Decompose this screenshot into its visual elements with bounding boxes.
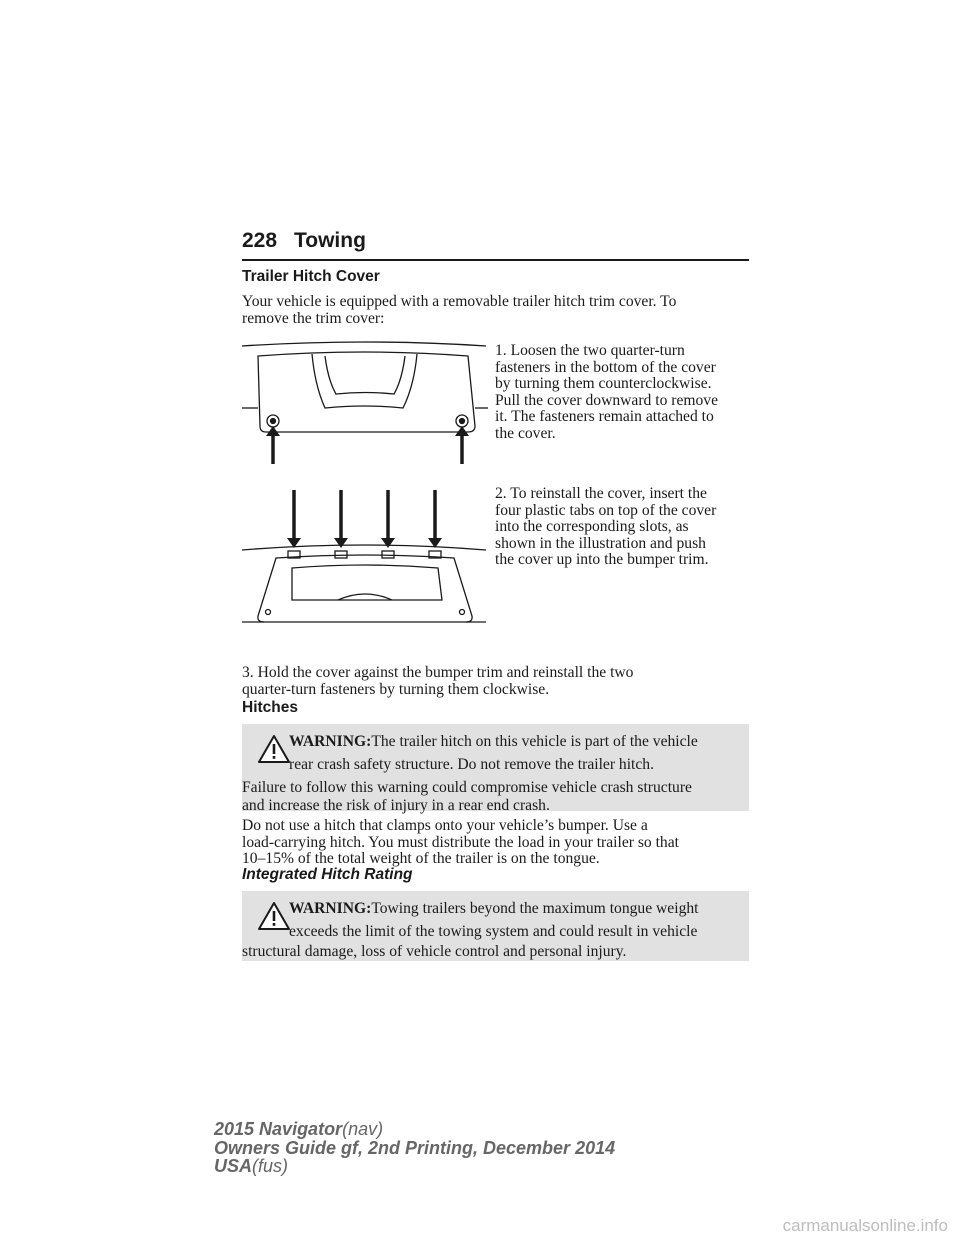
watermark: carmanualsonline.info: [782, 1216, 948, 1235]
header-rule: [242, 259, 749, 261]
footer-model-code: (nav): [342, 1119, 384, 1139]
document-footer: [214, 1120, 615, 1176]
intro-paragraph: Your vehicle is equipped with a removable trailer hitch trim cover. To remove the trim cover:: [242, 293, 677, 327]
warning-box-rating: WARNING:Towing trailers beyond the maximum tongue weight exceeds the limit of the towing system and could result in vehicle structural damage, loss of vehicle control and personal injury.: [242, 891, 749, 961]
arrow-down-icon: [381, 490, 395, 548]
footer-model: 2015 Navigator: [214, 1119, 343, 1139]
hitches-paragraph: Do not use a hitch that clamps onto your vehicle’s bumper. Use a load-carrying hitch. You must distribute the load in your trailer so that 10–15% of the total weight of the trailer is on the tongue.: [242, 817, 679, 868]
step-2-text: 2. To reinstall the cover, insert the four plastic tabs on top of the cover into the corresponding slots, as shown in the illustration and push the cover up into the bumper trim.: [495, 485, 717, 569]
section-heading-hitches: Hitches: [242, 699, 298, 716]
warning-triangle-icon: [257, 734, 291, 764]
warning-label: WARNING:: [289, 733, 372, 750]
cover-recess: [292, 565, 442, 600]
arrow-down-icon: [428, 490, 442, 548]
arrow-down-icon: [287, 490, 301, 548]
page-number: 228: [242, 229, 278, 252]
footer-region: USA: [214, 1156, 253, 1176]
warning-label: WARNING:: [289, 900, 372, 917]
cover-removal-illustration: [240, 336, 490, 466]
cover-recess: [312, 354, 417, 408]
cover-reinstall-illustration: [240, 488, 490, 628]
bumper-line: [242, 545, 486, 550]
warning-triangle-icon: [257, 901, 291, 931]
footer-region-code: (fus): [252, 1156, 289, 1176]
section-heading-trailer-hitch-cover: Trailer Hitch Cover: [242, 268, 380, 285]
step-1-text: 1. Loosen the two quarter-turn fasteners in the bottom of the cover by turning them counterclockwise. Pull the cover downward to remove it. The fasteners remain attached to the cover.: [495, 342, 719, 442]
warning-box-hitch: WARNING:The trailer hitch on this vehicle is part of the vehicle rear crash safety structure. Do not remove the trailer hitch. Failure to follow this warning could compromise vehicle crash structure and increase the risk of injury in a rear end crash.: [242, 724, 749, 811]
chapter-title: Towing: [294, 229, 366, 252]
step-3-text: 3. Hold the cover against the bumper trim and reinstall the two quarter-turn fasteners by turning them clockwise.: [242, 664, 634, 698]
bumper-line: [242, 342, 486, 346]
arrow-down-icon: [334, 490, 348, 548]
footer-guide: Owners Guide gf, 2nd Printing, December 2014: [214, 1137, 616, 1158]
section-heading-integrated-hitch-rating: Integrated Hitch Rating: [242, 866, 413, 883]
